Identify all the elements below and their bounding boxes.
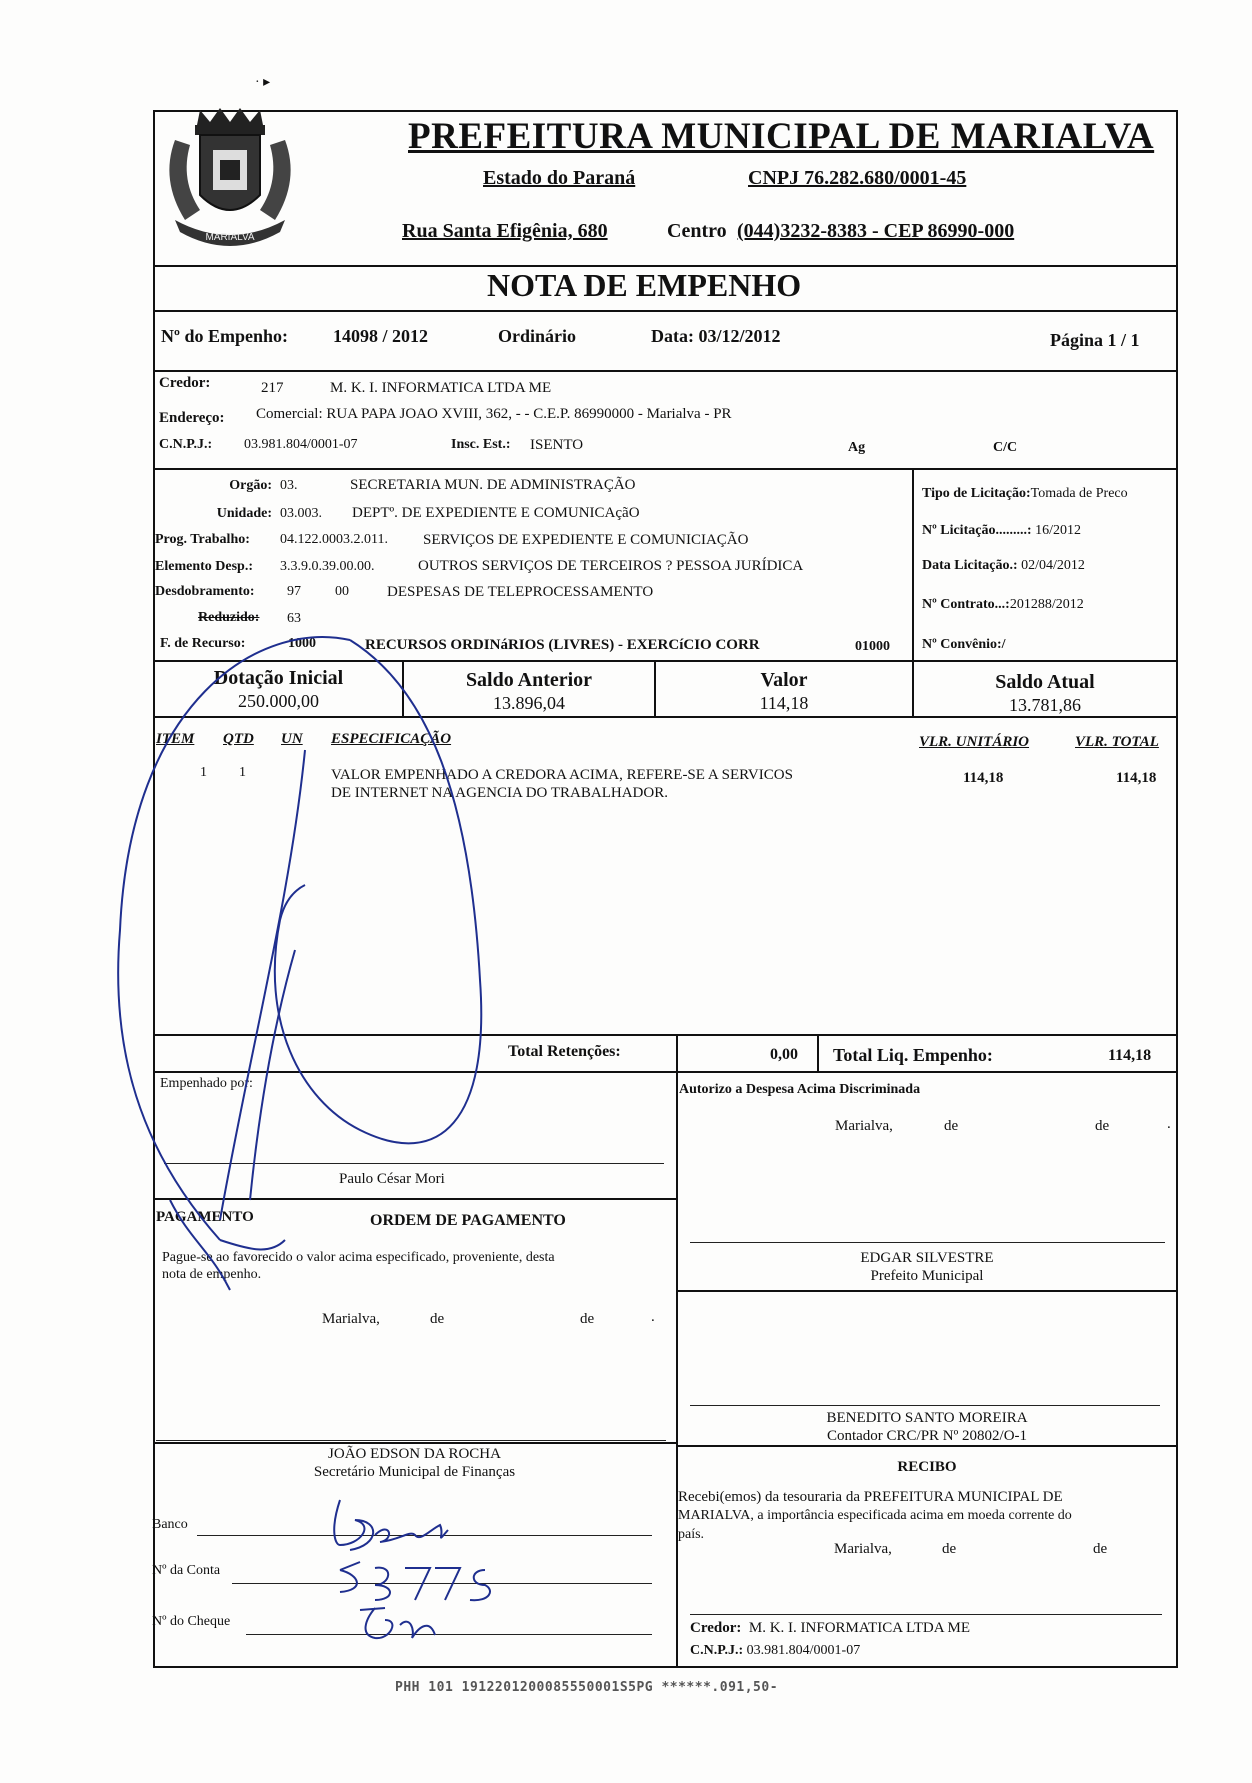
secretario-role: Secretário Municipal de Finanças: [313, 1464, 516, 1480]
credor-cnpj: 03.981.804/0001-07: [244, 437, 358, 452]
prog-label: Prog. Trabalho:: [155, 532, 250, 547]
recibo-cnpj: C.N.P.J.: 03.981.804/0001-07: [690, 1643, 861, 1658]
saldo-atual-value: 13.781,86: [1009, 695, 1081, 715]
pagamento-text-line2: nota de empenho.: [162, 1267, 262, 1282]
reduzido-code: 63: [287, 611, 301, 626]
ordem-pagamento-title: ORDEM DE PAGAMENTO: [370, 1212, 566, 1229]
credor-code: 217: [261, 380, 284, 396]
unidade-name: DEPTº. DE EXPEDIENTE E COMUNICAçãO: [352, 505, 640, 521]
recibo-de2: de: [1093, 1541, 1108, 1557]
prefeito-name: EDGAR SILVESTRE: [860, 1250, 994, 1266]
state-name: Estado do Paraná: [483, 167, 636, 189]
unidade-code: 03.003.: [280, 506, 322, 521]
col-qtd: QTD: [223, 731, 254, 747]
city-crest-logo: [155, 100, 305, 260]
saldo-anterior-value: 13.896,04: [493, 693, 565, 713]
reduzido-label: Reduzido:: [198, 610, 260, 625]
elemento-label: Elemento Desp.:: [155, 559, 253, 574]
prog-name: SERVIÇOS DE EXPEDIENTE E COMUNICIAÇÃO: [423, 532, 749, 548]
conta-label: Nº da Conta: [152, 1563, 221, 1578]
district: Centro: [667, 220, 727, 242]
row-total-value: 114,18: [1116, 770, 1157, 786]
empenho-number: 14098 / 2012: [333, 326, 429, 346]
licitacao-date: Data Licitação.: 02/04/2012: [922, 558, 1085, 573]
top-mark: · ▸: [255, 75, 271, 90]
retencoes-value: 0,00: [770, 1046, 798, 1063]
recurso-code: 1000: [288, 636, 316, 651]
credor-name: M. K. I. INFORMATICA LTDA ME: [330, 380, 552, 396]
recurso-number: 01000: [855, 639, 890, 654]
recibo-title: RECIBO: [897, 1459, 957, 1475]
pagamento-de1: de: [430, 1311, 445, 1327]
contador-role: Contador CRC/PR Nº 20802/O-1: [826, 1428, 1028, 1444]
col-unit-value: VLR. UNITÁRIO: [919, 734, 1030, 750]
svg-text:MARIALVA: MARIALVA: [205, 232, 255, 243]
address-label: Endereço:: [159, 410, 225, 426]
orgao-code: 03.: [280, 478, 298, 493]
dotacao-label: Dotação Inicial: [213, 667, 344, 689]
col-especificacao: ESPECIFICAÇÃO: [331, 731, 452, 747]
recibo-de1: de: [942, 1541, 957, 1557]
elemento-code: 3.3.9.0.39.00.00.: [280, 559, 375, 574]
total-liquido-label: Total Liq. Empenho:: [833, 1045, 993, 1065]
prog-code: 04.122.0003.2.011.: [280, 532, 388, 547]
row-desc-line1: VALOR EMPENHADO A CREDORA ACIMA, REFERE-SE A SERVICOS: [331, 767, 793, 783]
empenho-number-label: Nº do Empenho:: [161, 326, 288, 346]
dotacao-value: 250.000,00: [238, 691, 319, 711]
recurso-name: RECURSOS ORDINáRIOS (LIVRES) - EXERCíCIO CORR: [365, 637, 760, 653]
row-qtd: 1: [239, 765, 246, 780]
street-address: Rua Santa Efigênia, 680: [402, 220, 608, 242]
row-unit-value: 114,18: [963, 770, 1004, 786]
page-title: PREFEITURA MUNICIPAL DE MARIALVA: [408, 116, 1155, 157]
pagamento-dot: .: [651, 1309, 655, 1325]
pagamento-de2: de: [580, 1311, 595, 1327]
document-title: NOTA DE EMPENHO: [487, 267, 802, 303]
valor-label: Valor: [760, 669, 808, 691]
autorizo-city: Marialva,: [835, 1118, 893, 1134]
row-desc-line2: DE INTERNET NA AGENCIA DO TRABALHADOR.: [331, 785, 668, 801]
credor-address: Comercial: RUA PAPA JOAO XVIII, 362, - - C.E.P. 86990000 - Marialva - PR: [256, 406, 732, 422]
col-total-value: VLR. TOTAL: [1075, 734, 1159, 750]
account-label: C/C: [993, 440, 1018, 455]
saldo-atual-label: Saldo Atual: [995, 671, 1095, 693]
cnpj-label: C.N.P.J.:: [159, 437, 213, 452]
desdobramento-label: Desdobramento:: [155, 584, 255, 599]
pagamento-city: Marialva,: [322, 1311, 380, 1327]
autorizo-de1: de: [944, 1118, 959, 1134]
retencoes-label: Total Retenções:: [508, 1043, 621, 1060]
convenio-label: Nº Convênio:/: [922, 637, 1006, 652]
saldo-anterior-label: Saldo Anterior: [465, 669, 593, 691]
insc-value: ISENTO: [530, 437, 584, 453]
agency-label: Ag: [848, 440, 866, 455]
empenhado-label: Empenhado por:: [160, 1076, 253, 1091]
handwritten-bank-entries: [320, 1490, 520, 1650]
desdobramento-code: 97: [287, 584, 301, 599]
recibo-city: Marialva,: [834, 1541, 892, 1557]
licitacao-type: Tipo de Licitação:Tomada de Preco: [922, 486, 1128, 501]
col-item: ITEM: [156, 731, 195, 747]
empenho-date: Data: 03/12/2012: [651, 326, 781, 346]
recibo-text-line1: Recebi(emos) da tesouraria da PREFEITURA MUNICIPAL DE: [678, 1489, 1063, 1505]
licitacao-number: Nº Licitação.........: 16/2012: [922, 523, 1081, 538]
orgao-label: Orgão:: [229, 478, 272, 493]
elemento-name: OUTROS SERVIÇOS DE TERCEIROS ? PESSOA JURÍDICA: [418, 558, 804, 574]
contrato-number: Nº Contrato...:201288/2012: [922, 597, 1084, 612]
prefeito-role: Prefeito Municipal: [870, 1268, 984, 1284]
autorizo-dot: .: [1167, 1116, 1171, 1132]
pagamento-label: PAGAMENTO: [156, 1209, 254, 1225]
desdobramento-sub: 00: [335, 584, 349, 599]
row-item: 1: [200, 765, 207, 780]
pagamento-text-line1: Pague-se ao favorecido o valor acima especificado, proveniente, desta: [162, 1250, 555, 1265]
autorizo-label: Autorizo a Despesa Acima Discriminada: [679, 1082, 921, 1097]
desdobramento-name: DESPESAS DE TELEPROCESSAMENTO: [387, 584, 654, 600]
cheque-label: Nº do Cheque: [152, 1614, 231, 1629]
autorizo-de2: de: [1095, 1118, 1110, 1134]
contador-name: BENEDITO SANTO MOREIRA: [826, 1410, 1028, 1426]
credor-label: Credor:: [159, 375, 211, 391]
cnpj-header: CNPJ 76.282.680/0001-45: [748, 167, 967, 189]
secretario-name: JOÃO EDSON DA ROCHA: [328, 1446, 501, 1462]
page-number: Página 1 / 1: [1050, 330, 1140, 350]
phone-cep: (044)3232-8383 - CEP 86990-000: [737, 220, 1015, 242]
recurso-label: F. de Recurso:: [160, 636, 246, 651]
empenhado-name: Paulo César Mori: [339, 1171, 445, 1187]
total-liquido-value: 114,18: [1108, 1047, 1152, 1064]
footer-code: PHH 101 1912201200085550001S5PG ******.091,50-: [395, 1680, 779, 1695]
col-un: UN: [281, 731, 303, 747]
recibo-text-line3: país.: [678, 1527, 705, 1542]
recibo-text-line2: MARIALVA, a importância especificada acima em moeda corrente do: [678, 1508, 1072, 1523]
recibo-credor: Credor: M. K. I. INFORMATICA LTDA ME: [690, 1620, 971, 1636]
empenho-type: Ordinário: [498, 326, 577, 346]
insc-label: Insc. Est.:: [451, 437, 511, 452]
banco-label: Banco: [152, 1517, 188, 1532]
unidade-label: Unidade:: [216, 506, 272, 521]
valor-value: 114,18: [759, 693, 809, 713]
orgao-name: SECRETARIA MUN. DE ADMINISTRAÇÃO: [350, 477, 636, 493]
